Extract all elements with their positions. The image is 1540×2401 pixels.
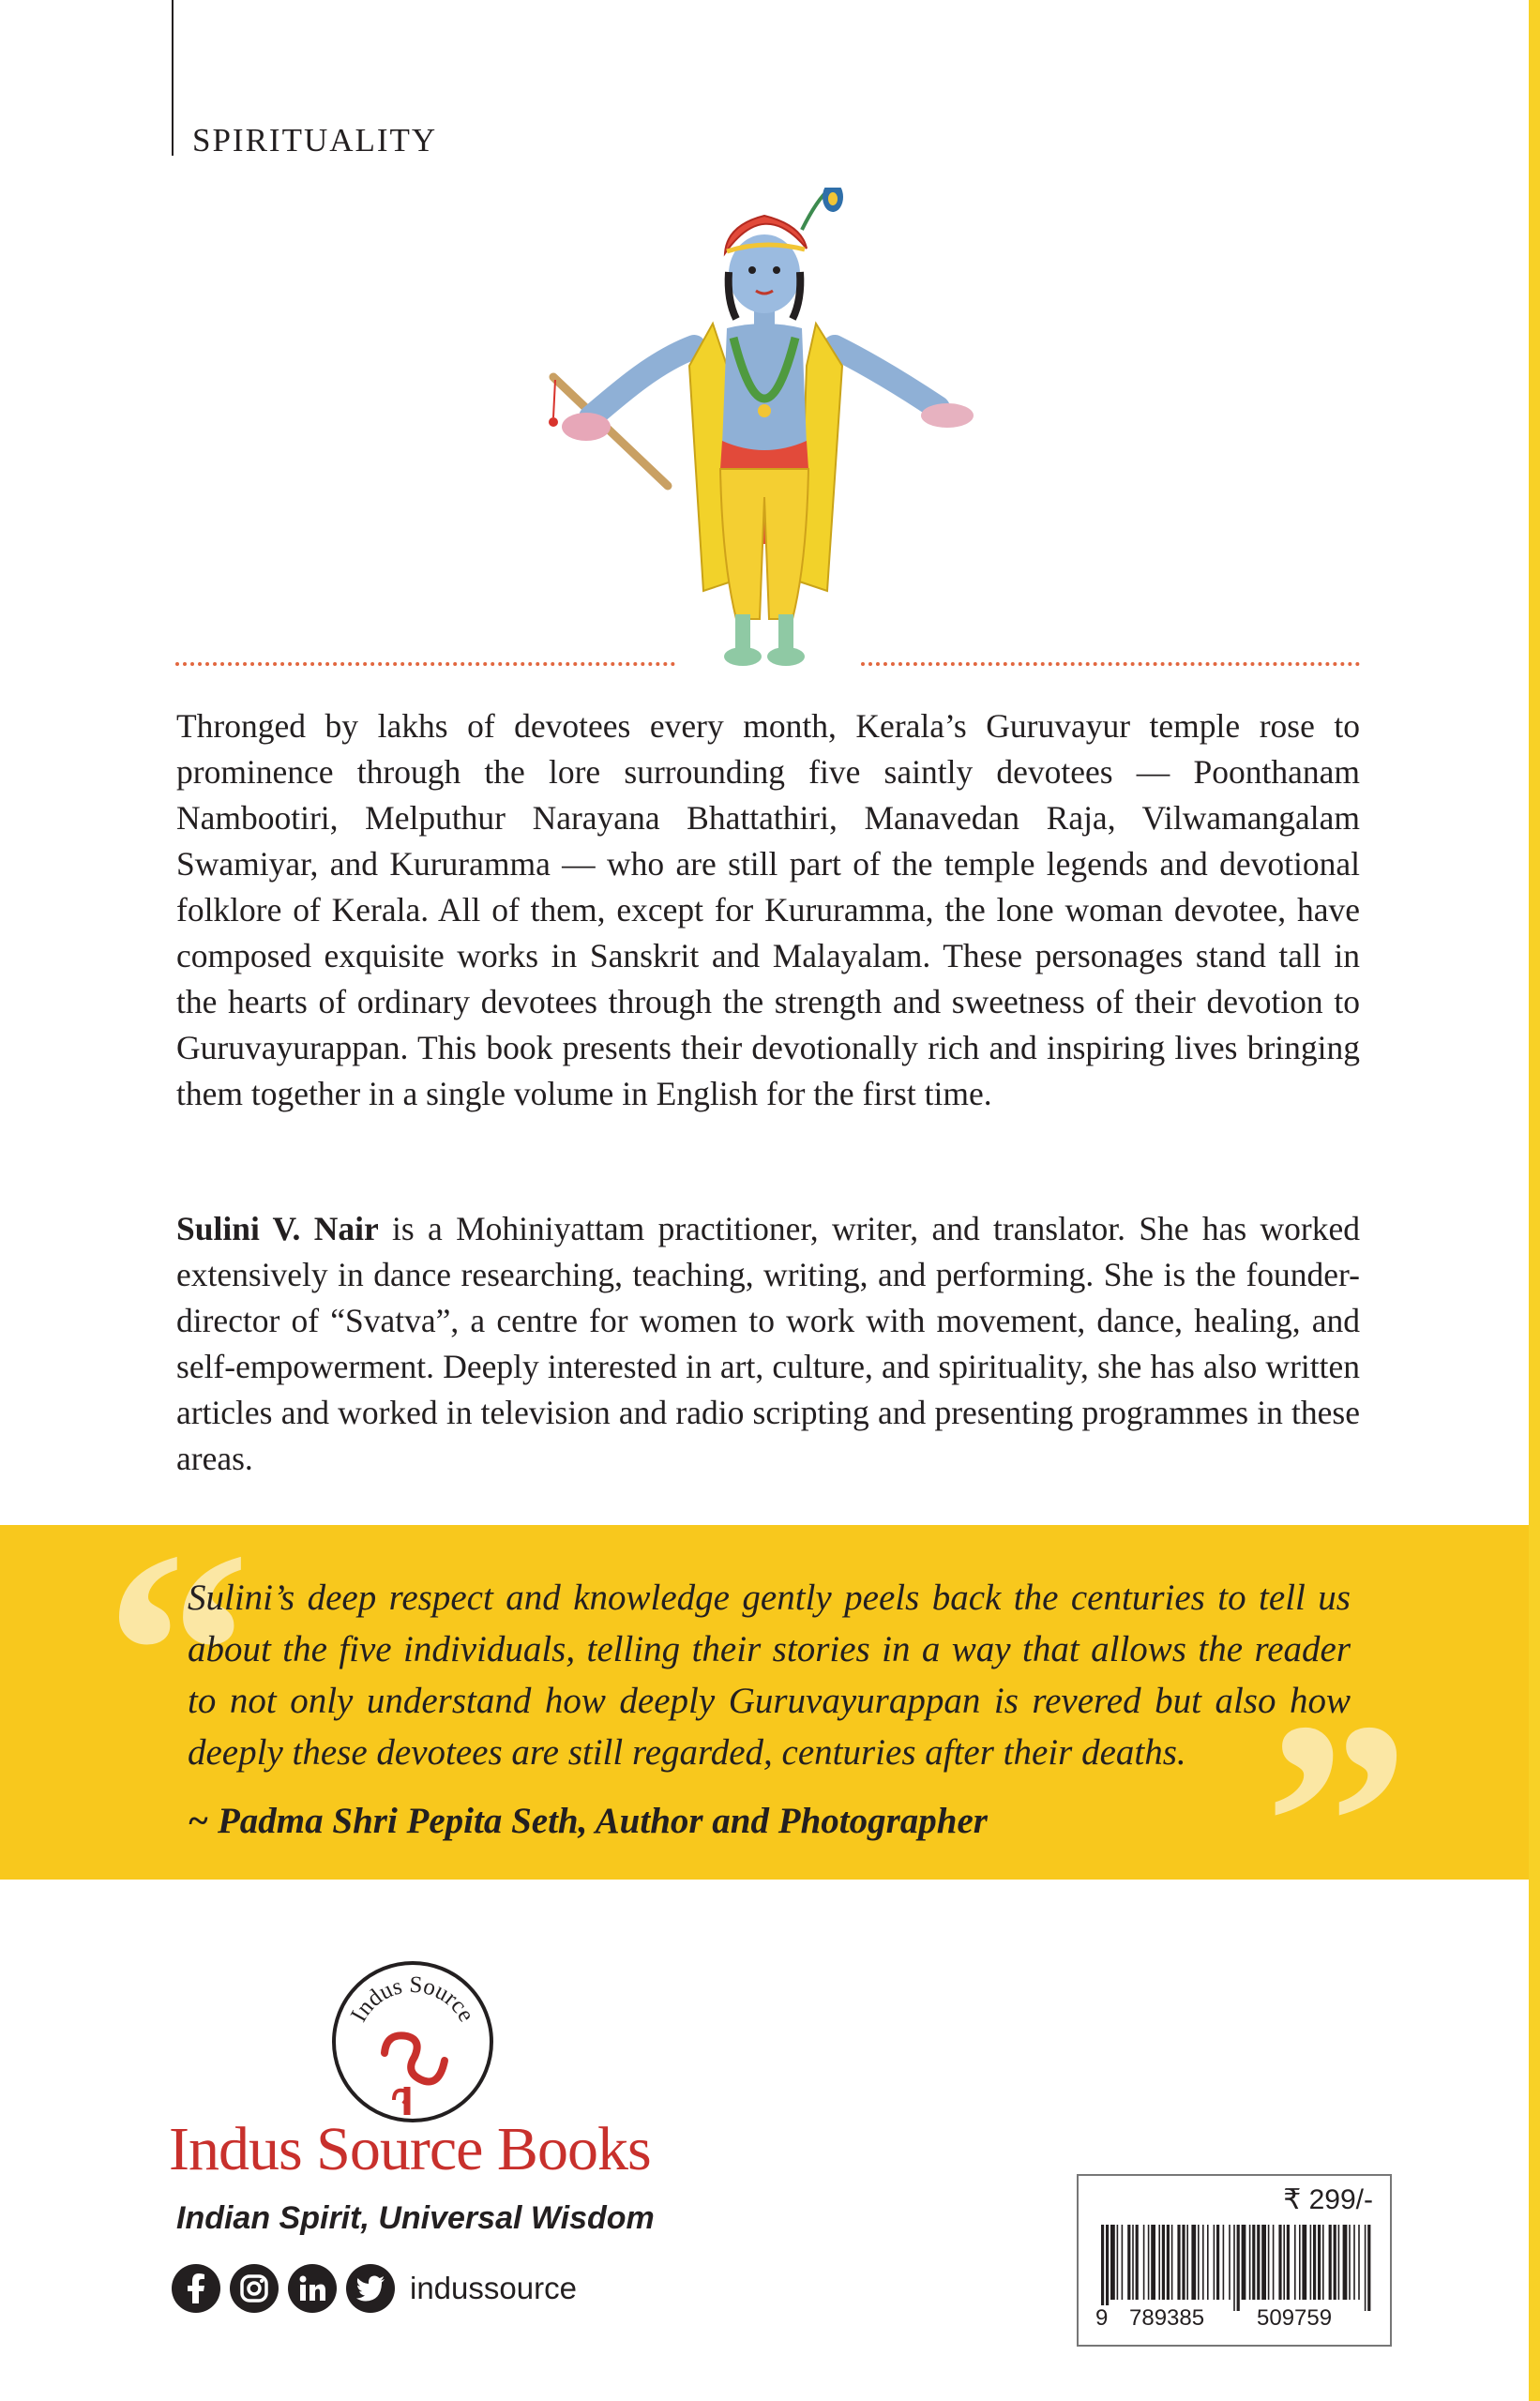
barcode-bar — [1202, 2225, 1204, 2300]
barcode-bar — [1302, 2225, 1306, 2300]
instagram-icon[interactable] — [230, 2264, 279, 2313]
dotted-rule-right — [861, 662, 1360, 666]
logo-text: Indus Source — [345, 1971, 479, 2027]
barcode-bar — [1294, 2225, 1296, 2300]
social-handle: indussource — [410, 2271, 577, 2305]
barcode-bar — [1158, 2225, 1160, 2300]
barcode-bar — [1186, 2225, 1188, 2300]
isbn-digits — [1095, 2305, 1371, 2337]
krishna-illustration — [535, 188, 985, 685]
isbn-group-2: 509759 — [1257, 2305, 1333, 2331]
barcode-bar — [1268, 2225, 1270, 2300]
publisher-name: Indus Source Books — [169, 2115, 651, 2183]
barcode-bar — [1273, 2225, 1275, 2300]
spine-edge-strip — [1529, 0, 1540, 2401]
twitter-icon[interactable] — [346, 2264, 395, 2313]
barcode-bar — [1318, 2225, 1321, 2300]
barcode-bar — [1191, 2225, 1196, 2300]
genre-rule — [172, 0, 174, 156]
book-blurb: Thronged by lakhs of devotees every month, Kerala’s Guruvayur temple rose to prominence through the lore surrounding five saintly devotees — Poonthanam Nambootiri, Melputhur Narayana Bhattathiri, Manavedan Raja, Vilwamangalam Swamiyar, and Kururamma — who are still part of the temple legends and devotional folklore of Kerala. All of them, except for Kururamma, the lone woman devotee, have composed exquisite works in Sanskrit and Malayalam. These personages stand tall in the hearts of ordinary devotees through the strength and sweetness of their devotion to Guruvayurappan. This book presents their devotionally rich and inspiring lives bringing them together in a single volume in English for the first time. — [176, 707, 1360, 1112]
linkedin-icon[interactable] — [288, 2264, 337, 2313]
barcode-bar — [1365, 2225, 1366, 2311]
barcode-bar — [1313, 2225, 1316, 2300]
barcode-bar — [1334, 2225, 1336, 2300]
barcode-bar — [1216, 2225, 1219, 2300]
barcode-bar — [1349, 2225, 1351, 2300]
barcode-bar — [1182, 2225, 1185, 2300]
isbn-barcode — [1099, 2225, 1371, 2311]
author-bio-text: is a Mohiniyattam practitioner, writer, and translator. She has worked extensively in dance researching, teaching, writing, and performing. She is the founder-director of “Svatva”, a centre for women to work with movement, dance, healing, and self-empowerment. Deeply interested in art, culture, and spirituality, she has also written articles and worked in television and radio scripting and presenting programmes in these areas. — [176, 1210, 1360, 1477]
barcode-bar — [1143, 2225, 1145, 2300]
barcode-bar — [1249, 2225, 1251, 2300]
barcode-bar — [1343, 2225, 1348, 2300]
barcode-bar — [1329, 2225, 1332, 2300]
barcode-bar — [1338, 2225, 1340, 2300]
author-bio — [176, 1206, 1360, 1482]
barcode-bar — [1101, 2225, 1104, 2311]
barcode-bar — [1237, 2225, 1240, 2311]
publisher-tagline: Indian Spirit, Universal Wisdom — [176, 2200, 655, 2236]
barcode-bar — [1214, 2225, 1215, 2300]
barcode-bar — [1229, 2225, 1230, 2300]
barcode-bar — [1148, 2225, 1150, 2300]
barcode-bar — [1132, 2225, 1134, 2300]
barcode-bar — [1167, 2225, 1170, 2300]
barcode-bar — [1122, 2225, 1124, 2300]
isbn-prefix: 9 — [1095, 2305, 1109, 2331]
close-quote-mark: ” — [1264, 1663, 1410, 1985]
quote-attribution: ~ Padma Shri Pepita Seth, Author and Photographer — [188, 1801, 988, 1841]
barcode-bar — [1117, 2225, 1119, 2300]
author-name: Sulini V. Nair — [176, 1210, 379, 1247]
barcode-bar — [1207, 2225, 1209, 2300]
barcode-bar — [1287, 2225, 1290, 2300]
barcode-bar — [1233, 2225, 1235, 2311]
barcode-bar — [1257, 2225, 1260, 2300]
social-links — [172, 2262, 577, 2315]
barcode-bar — [1151, 2225, 1155, 2300]
barcode-bar — [1252, 2225, 1255, 2300]
publisher-logo — [328, 1957, 497, 2126]
barcode-bar — [1127, 2225, 1130, 2300]
barcode-bar — [1353, 2225, 1355, 2300]
isbn-group-1: 789385 — [1129, 2305, 1205, 2331]
facebook-icon[interactable] — [172, 2264, 220, 2313]
genre-label: SPIRITUALITY — [192, 122, 438, 159]
barcode-bar — [1299, 2225, 1301, 2300]
endorsement-quote: Sulini’s deep respect and knowledge gently peels back the centuries to tell us about the five individuals, telling their stories in a way that allows the reader to not only understand how deeply Guruvayurappan is revered but also how deeply these devotees are still regarded, centuries after their deaths. — [188, 1578, 1351, 1773]
barcode-bar — [1106, 2225, 1109, 2311]
barcode-bar — [1322, 2225, 1324, 2300]
barcode-bar — [1171, 2225, 1173, 2300]
barcode-bar — [1278, 2225, 1281, 2300]
barcode-bar — [1367, 2225, 1370, 2311]
open-quote-mark: “ — [105, 1492, 250, 1814]
barcode-bar — [1358, 2225, 1360, 2300]
barcode-bar — [1198, 2225, 1200, 2300]
barcode-bar — [1110, 2225, 1115, 2300]
dotted-rule-left — [175, 662, 675, 666]
barcode-bar — [1162, 2225, 1165, 2300]
barcode-bar — [1261, 2225, 1266, 2300]
barcode-bar — [1177, 2225, 1180, 2300]
price-label: ₹ 299/- — [1283, 2184, 1373, 2215]
barcode-bar — [1310, 2225, 1312, 2300]
barcode-bar — [1223, 2225, 1225, 2300]
barcode-bar — [1283, 2225, 1285, 2300]
barcode-box — [1077, 2174, 1392, 2347]
barcode-bar — [1242, 2225, 1246, 2300]
barcode-bar — [1136, 2225, 1139, 2300]
